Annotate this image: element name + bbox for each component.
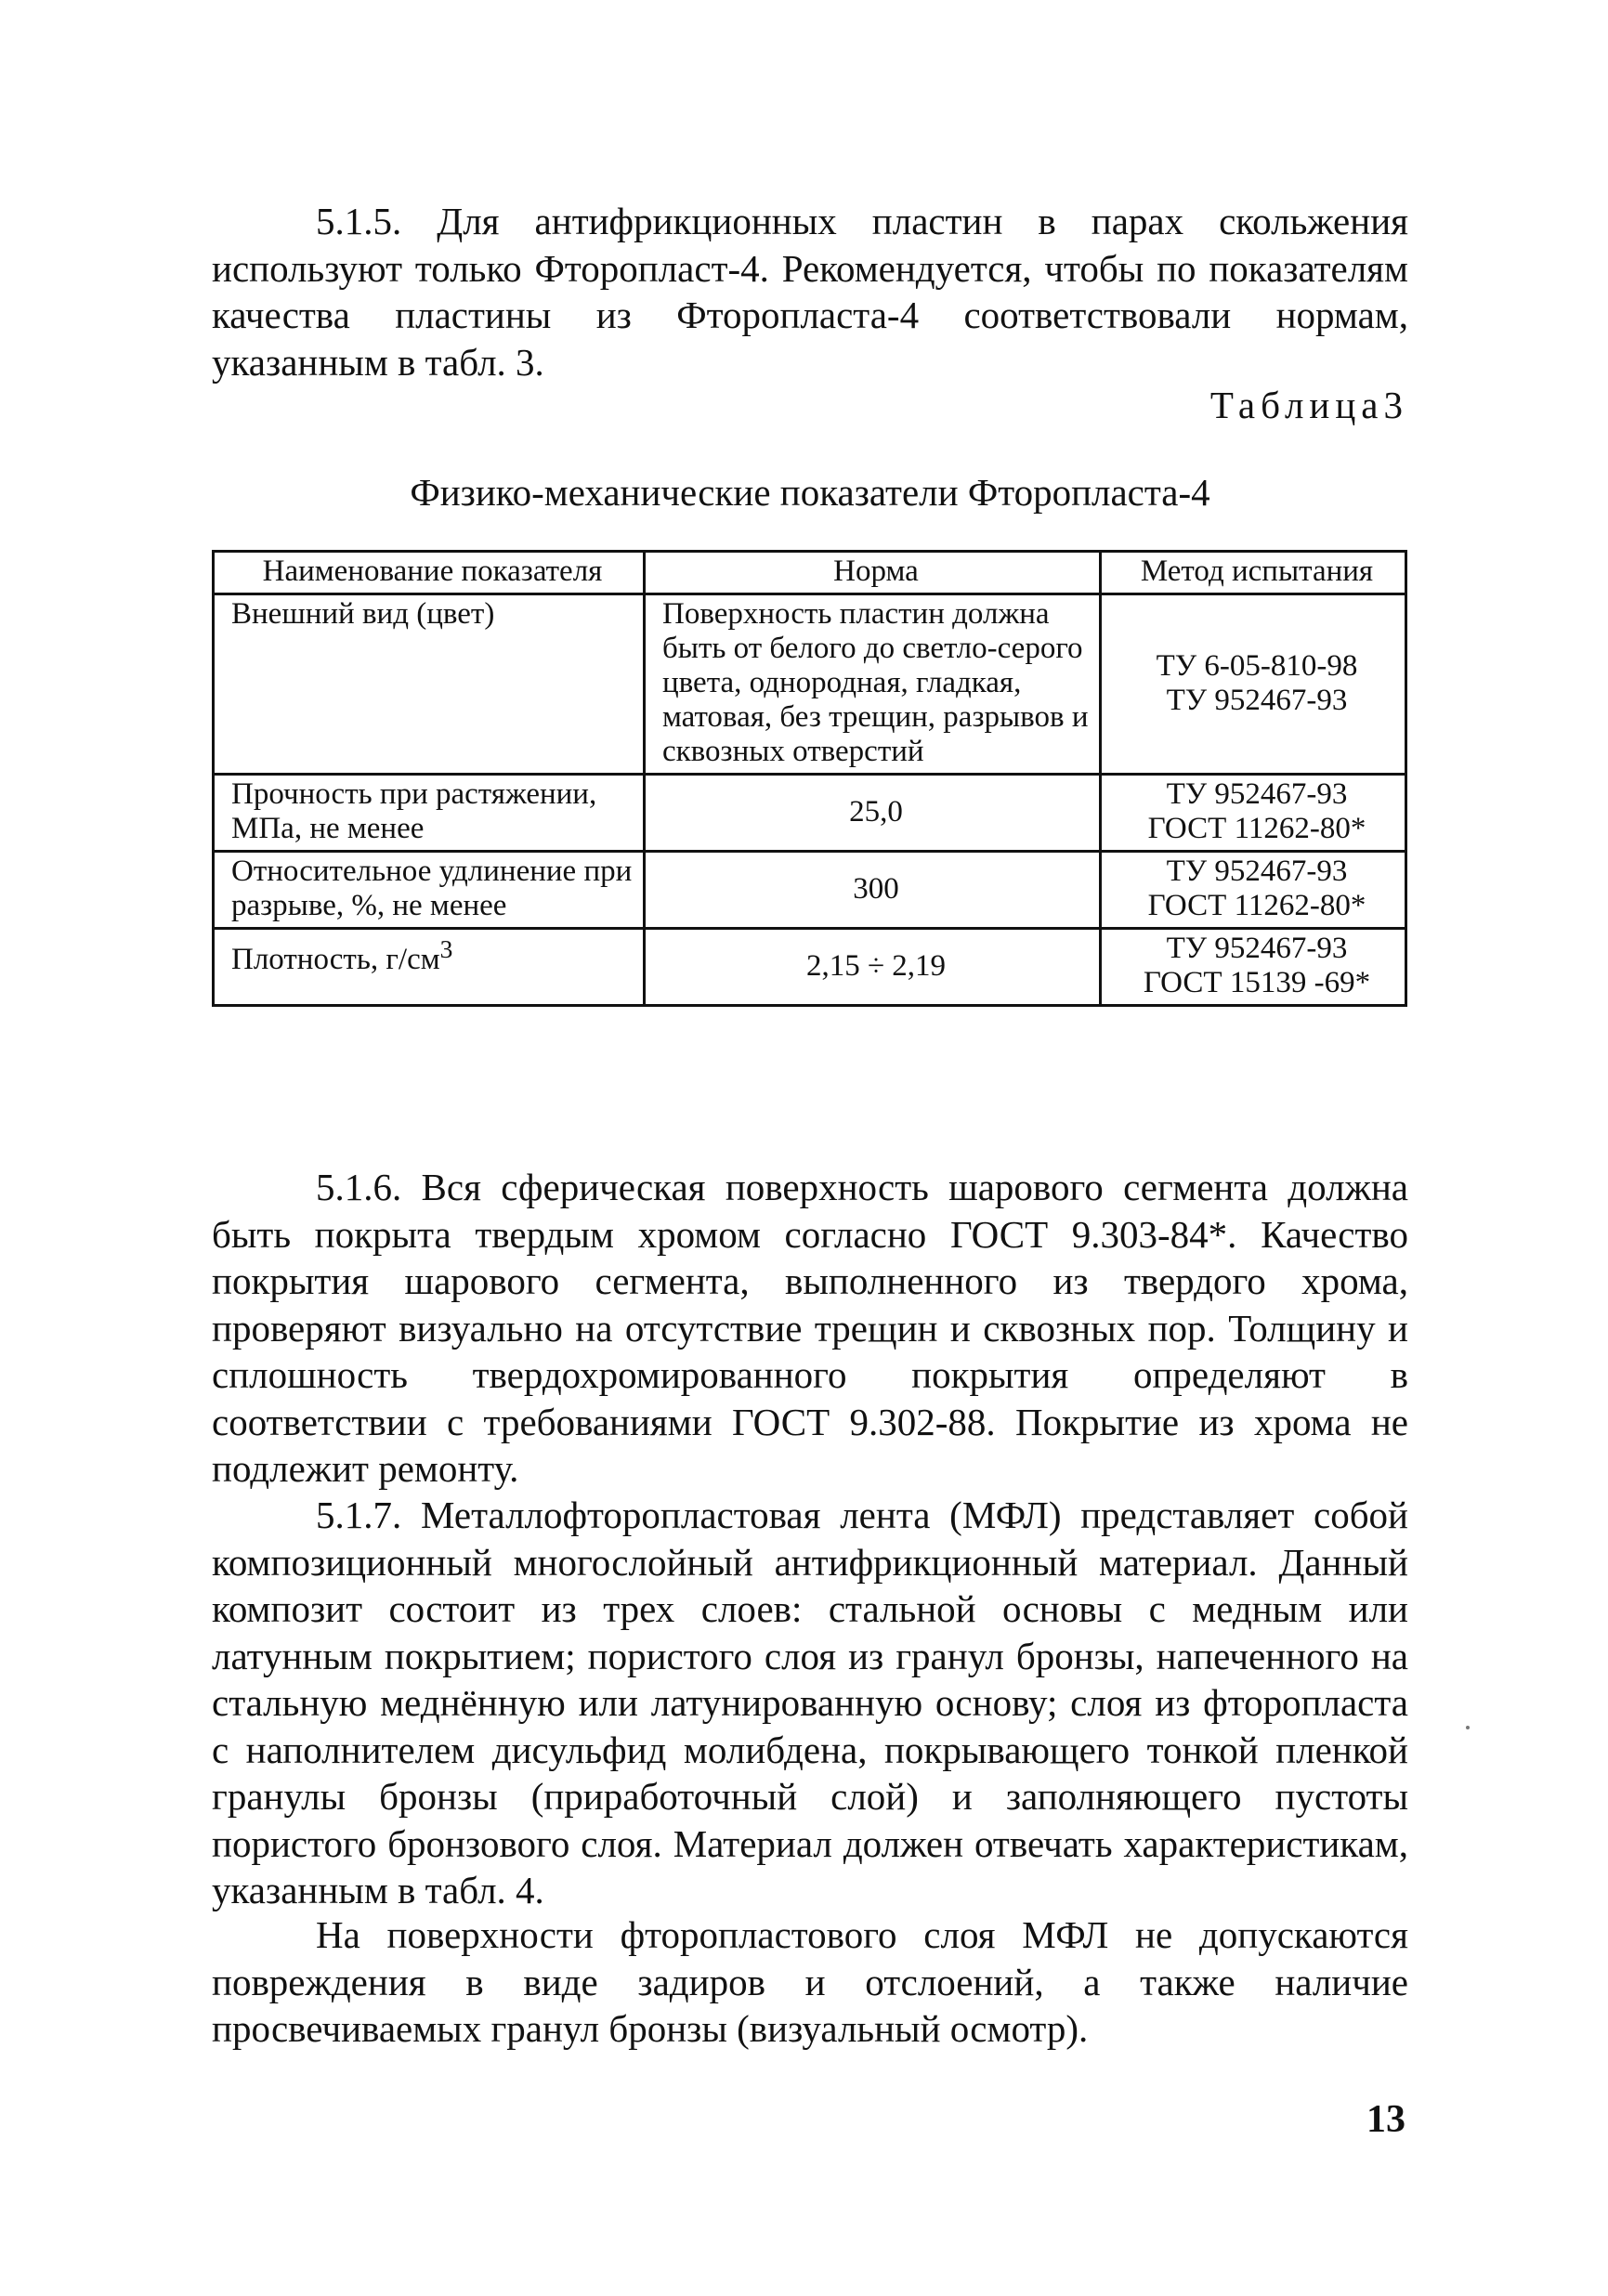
cell-name bbox=[214, 929, 645, 1006]
method-line-2: ГОСТ 15139 -69* bbox=[1143, 966, 1371, 999]
paragraph-mfl-surface: На поверхности фторопластового слоя МФЛ не допускаются повреждения в виде задиров и отслоений, а также наличие просвечиваемых гранул бронзы (визуальный осмотр). bbox=[212, 1913, 1408, 2050]
cell-norm: 2,15 ÷ 2,19 bbox=[645, 929, 1101, 1006]
method-line-2: ГОСТ 11262-80* bbox=[1147, 889, 1366, 922]
header-name: Наименование показателя bbox=[214, 552, 645, 594]
cell-norm: Поверхность пластин должна быть от белого до светло-серого цвета, однородная, гладкая, матовая, без трещин, разрывов и сквозных отверстий bbox=[645, 594, 1101, 775]
cell-name-text: Плотность, г/см bbox=[231, 943, 440, 976]
cell-name: Внешний вид (цвет) bbox=[214, 594, 645, 775]
properties-table bbox=[212, 550, 1407, 1007]
scan-speck bbox=[1466, 1726, 1470, 1729]
header-method: Метод испытания bbox=[1101, 552, 1406, 594]
table-row bbox=[214, 775, 1406, 852]
table-header-row bbox=[214, 552, 1406, 594]
method-line-1: ТУ 952467-93 bbox=[1166, 932, 1348, 965]
paragraph-5-1-6: 5.1.6. Вся сферическая поверхность шарового сегмента должна быть покрыта твердым хромом согласно ГОСТ 9.303-84*. Качество покрытия шарового сегмента, выполненного из твердого хрома, проверяют визуально на отсутствие трещин и сквозных пор. Толщину и сплошность твердохромированного покрытия определяют в соответствии с требованиями ГОСТ 9.302-88. Покрытие из хрома не подлежит ремонту. bbox=[212, 1166, 1408, 1490]
cell-method bbox=[1101, 775, 1406, 852]
table-title: Физико-механические показатели Фторопласта-4 bbox=[410, 471, 1210, 514]
unit-superscript: 3 bbox=[439, 934, 453, 963]
cell-norm: 300 bbox=[645, 852, 1101, 929]
cell-name: Относительное удлинение при разрыве, %, не менее bbox=[214, 852, 645, 929]
method-line-1: ТУ 952467-93 bbox=[1166, 777, 1348, 811]
cell-method bbox=[1101, 594, 1406, 775]
method-line-2: ГОСТ 11262-80* bbox=[1147, 812, 1366, 845]
paragraph-5-1-7: 5.1.7. Металлофторопластовая лента (МФЛ) представляет собой композиционный многослойный антифрикционный материал. Данный композит состоит из трех слоев: стальной основы с медным или латунным покрытием; пористого слоя из гранул бронзы, напеченного на стальную меднённую или латунированную основу; слоя из фторопласта с наполнителем дисульфид молибдена, покрывающего тонкой пленкой гранулы бронзы (приработочный слой) и заполняющего пустоты пористого бронзового слоя. Материал должен отвечать характеристикам, указанным в табл. 4. bbox=[212, 1494, 1408, 1911]
header-norm: Норма bbox=[645, 552, 1101, 594]
table-row bbox=[214, 929, 1406, 1006]
cell-method bbox=[1101, 929, 1406, 1006]
page-number: 13 bbox=[1366, 2098, 1405, 2141]
table-number-label: Таблица3 bbox=[1209, 384, 1408, 426]
method-line-2: ТУ 952467-93 bbox=[1166, 683, 1348, 717]
paragraph-5-1-5: 5.1.5. Для антифрикционных пластин в парах скольжения используют только Фторопласт-4. Рекомендуется, чтобы по показателям качества пластины из Фторопласта-4 соответствовали нормам, указанным в табл. 3. bbox=[212, 200, 1408, 384]
cell-name: Прочность при растяжении, МПа, не менее bbox=[214, 775, 645, 852]
table-row bbox=[214, 852, 1406, 929]
cell-method bbox=[1101, 852, 1406, 929]
method-line-1: ТУ 952467-93 bbox=[1166, 854, 1348, 888]
method-line-1: ТУ 6-05-810-98 bbox=[1156, 648, 1358, 683]
cell-norm: 25,0 bbox=[645, 775, 1101, 852]
table-row bbox=[214, 594, 1406, 775]
